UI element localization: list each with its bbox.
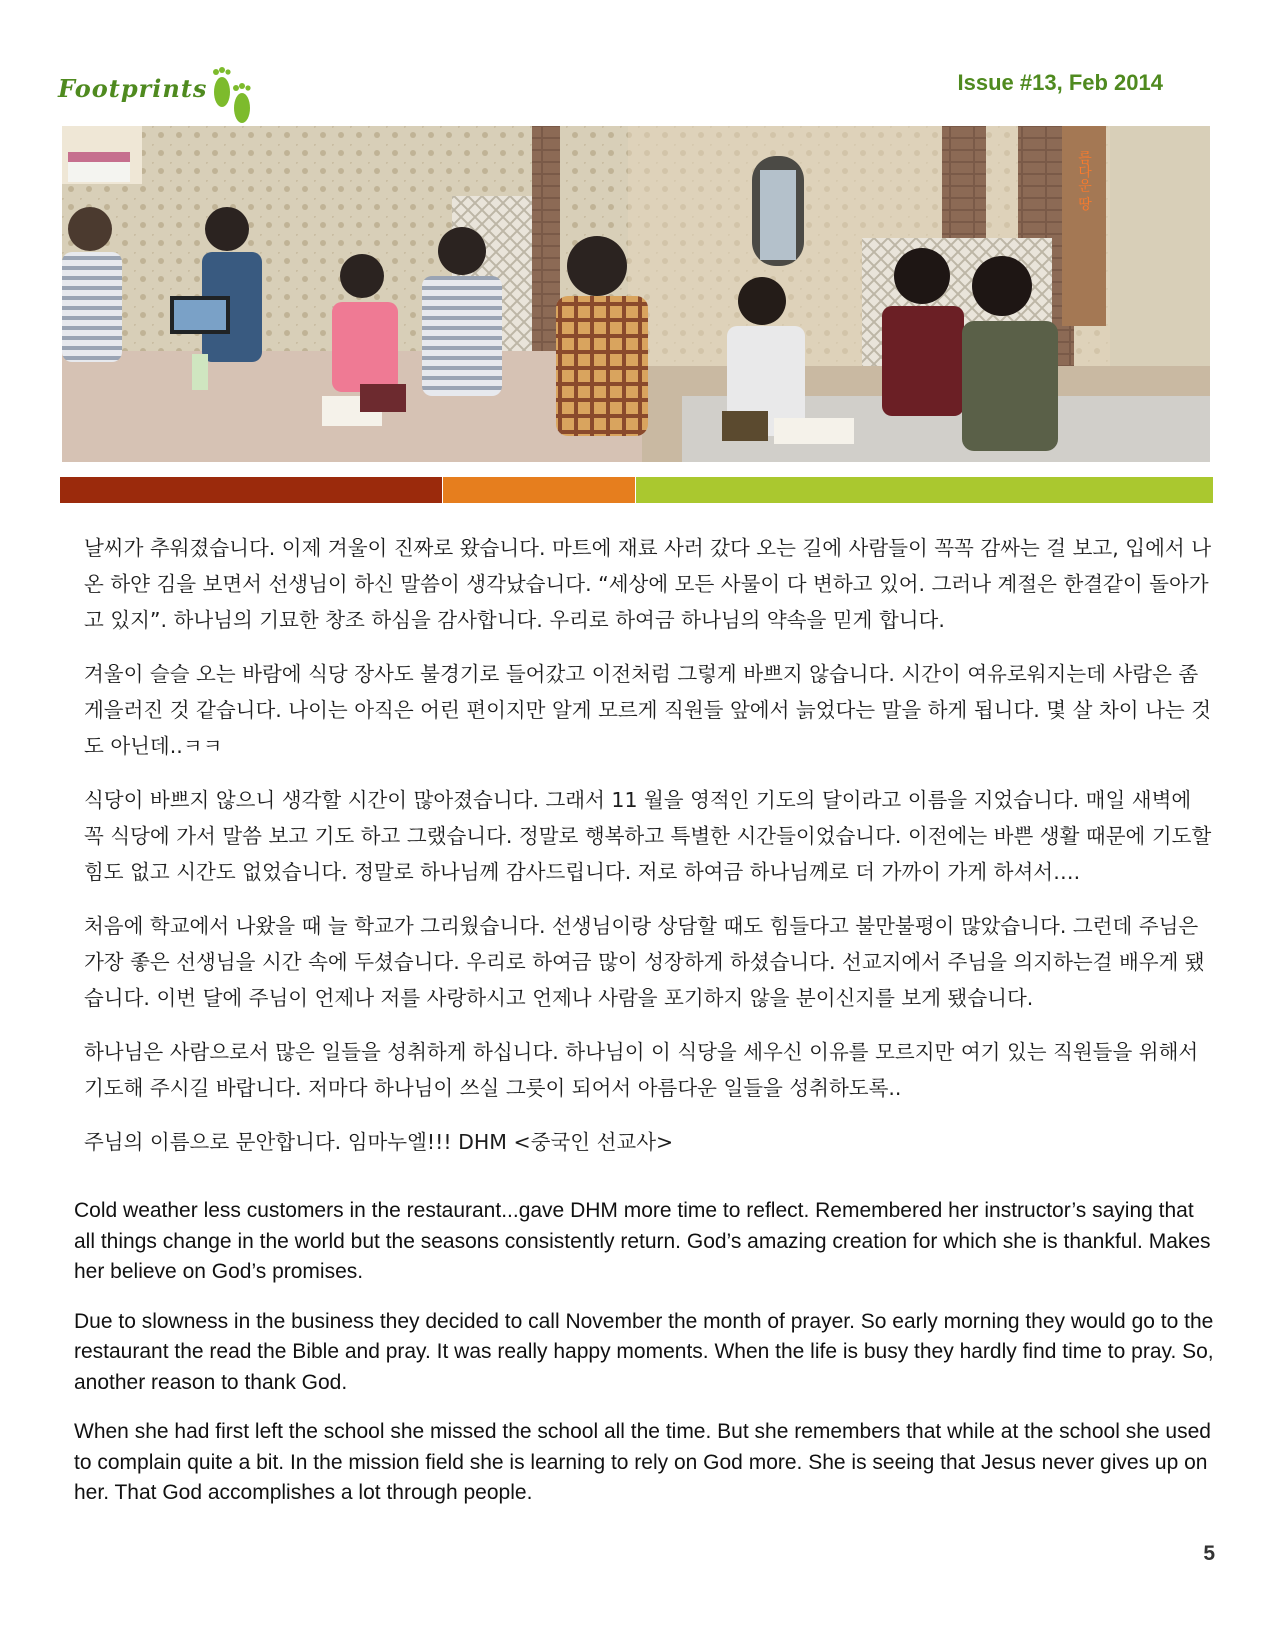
group-photo-image (62, 126, 1210, 462)
korean-paragraph-3: 식당이 바쁘지 않으니 생각할 시간이 많아졌습니다. 그래서 11 월을 영적인 기도의 달이라고 이름을 지었습니다. 매일 새벽에 꼭 식당에 가서 말씀 보고 기도 하고 그랬습니다. 정말로 행복하고 특별한 시간들이었습니다. 이전에는 바쁜 생활 때문에 기도할 힘도 없고 시간도 없었습니다. 정말로 하나님께 감사드립니다. 저로 하여금 하나님께로 더 가까이 가게 하셔서…. (84, 788, 1212, 884)
footprints-icon (208, 62, 258, 128)
english-paragraph-1: Cold weather less customers in the restaurant...gave DHM more time to reflect. Remembered her instructor’s saying that all things change in the world but the seasons consistently return. God’s amazing creation for which she is thankful. Makes her believe on God’s promises. (74, 1199, 1211, 1283)
korean-paragraph-4: 처음에 학교에서 나왔을 때 늘 학교가 그리웠습니다. 선생님이랑 상담할 때도 힘들다고 불만불평이 많았습니다. 그런데 주님은 가장 좋은 선생님을 시간 속에 두셨습니다. 우리로 하여금 많이 성장하게 하셨습니다. 선교지에서 주님을 의지하는걸 배우게 됐습니다. 이번 달에 주님이 언제나 저를 사랑하시고 언제나 사람을 포기하지 않을 분이신지를 보게 됐습니다. (84, 914, 1205, 1010)
english-summary (74, 1196, 1214, 1528)
accent-bar-orange (443, 477, 635, 503)
korean-paragraph-1: 날씨가 추워졌습니다. 이제 겨울이 진짜로 왔습니다. 마트에 재료 사러 갔다 오는 길에 사람들이 꼭꼭 감싸는 걸 보고, 입에서 나온 하얀 김을 보면서 선생님이 하신 말씀이 생각났습니다. “세상에 모든 사물이 다 변하고 있어. 그러나 계절은 한결같이 돌아가고 있지”. 하나님의 기묘한 창조 하심을 감사합니다. 우리로 하여금 하나님의 약속을 믿게 합니다. (84, 536, 1211, 632)
footprints-logo (58, 62, 258, 126)
english-paragraph-2: Due to slowness in the business they decided to call November the month of prayer. So early morning they would go to the restaurant the read the Bible and pray. It was really happy moments. When the life is busy they hardly find time to pray. So, another reason to thank God. (74, 1309, 1214, 1394)
korean-paragraph-5: 하나님은 사람으로서 많은 일들을 성취하게 하십니다. 하나님이 이 식당을 세우신 이유를 모르지만 여기 있는 직원들을 위해서 기도해 주시길 바랍니다. 저마다 하나님이 쓰실 그릇이 되어서 아름다운 일들을 성취하도록.. (84, 1040, 1199, 1100)
wall-sign-text: 름다운 땅 (1076, 150, 1092, 211)
korean-paragraph-2: 겨울이 슬슬 오는 바람에 식당 장사도 불경기로 들어갔고 이전처럼 그렇게 바쁘지 않습니다. 시간이 여유로워지는데 사람은 좀 게을러진 것 같습니다. 나이는 아직은 어린 편이지만 알게 모르게 직원들 앞에서 늙었다는 말을 하게 됩니다. 몇 살 차이 나는 것도 아닌데..ㅋㅋ (84, 662, 1211, 758)
accent-bar-red (60, 477, 442, 503)
english-paragraph-3: When she had first left the school she missed the school all the time. But she remembers that while at the school she used to complain quite a bit. In the mission field she is learning to rely on God more. She is seeing that Jesus never gives up on her. That God accomplishes a lot through people. (74, 1420, 1211, 1504)
issue-label: Issue #13, Feb 2014 (957, 70, 1163, 95)
logo-text: Footprints (58, 74, 208, 103)
page-number: 5 (1203, 1542, 1215, 1565)
korean-article (84, 530, 1214, 1178)
korean-paragraph-6: 주님의 이름으로 문안합니다. 임마누엘!!! DHM <중국인 선교사> (84, 1130, 674, 1154)
header-photo (62, 126, 1210, 462)
accent-bar-green (636, 477, 1213, 503)
